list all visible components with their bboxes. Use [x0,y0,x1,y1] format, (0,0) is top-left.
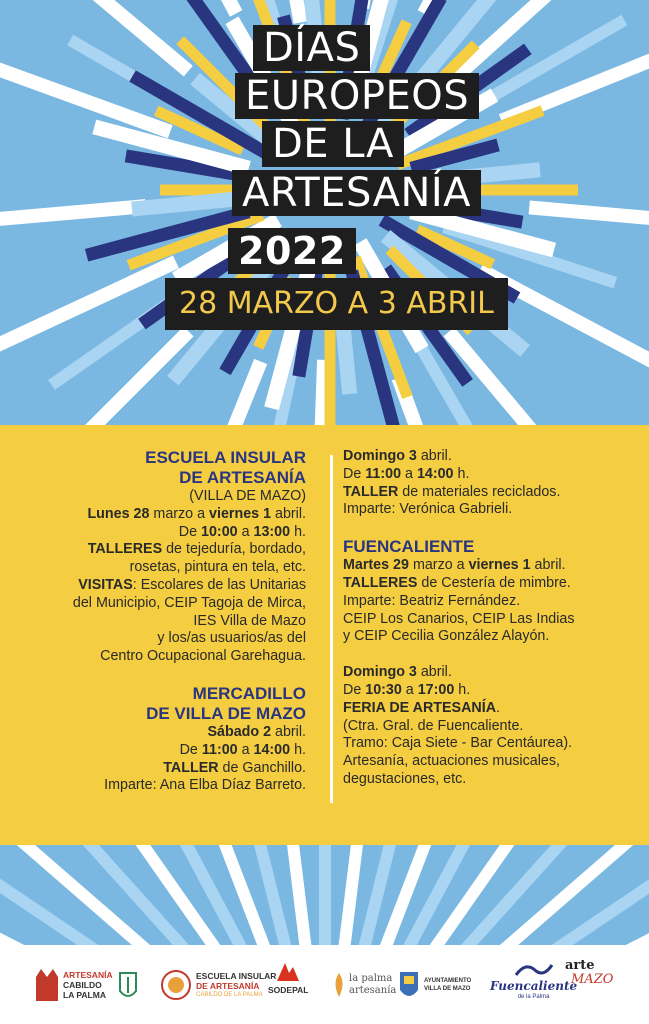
fuen-schools-1: CEIP Los Canarios, CEIP Las Indias [343,610,575,627]
wave-icon [514,959,554,979]
escuela-heading: ESCUELA INSULAR DE ARTESANÍA [145,448,306,487]
fuen-schools-2: y CEIP Cecilia González Alayón. [343,628,550,645]
title-line-1: DÍAS [253,25,370,71]
mercadillo-hours: De 11:00 a 14:00 h. [179,741,306,758]
logo-artesania-cabildo: ARTESANÍA CABILDO LA PALMA [34,959,139,1011]
escuela-dates: Lunes 28 marzo a viernes 1 abril. [87,505,306,522]
title-line-4: ARTESANÍA [232,170,481,216]
mercadillo-imparte: Imparte: Ana Elba Díaz Barreto. [104,777,306,794]
escuela-hours: De 10:00 a 13:00 h. [178,523,306,540]
title-year: 2022 [228,228,356,274]
dom2-tramo: Tramo: Caja Siete - Bar Centáurea). [343,735,573,752]
logo-fuencaliente: Fuencaliente de la Palma [490,959,577,1011]
burst-ray [132,199,235,209]
white-ray [310,360,324,425]
escuela-talleres: TALLERES de tejeduría, bordado, [87,541,306,558]
left-column [6,448,306,795]
logo-sodepal: SODEPAL [268,959,308,1011]
escuela-visitas-4: y los/as usuarios/as del [157,630,306,647]
dom2-date: Domingo 3 abril. [343,664,452,681]
logo-ayuntamiento-mazo: AYUNTAMIENTO VILLA DE MAZO [398,959,471,1011]
dom1-taller: TALLER de materiales reciclados. [343,483,561,500]
dom1-hours: De 11:00 a 14:00 h. [343,465,470,482]
leaf-icon [332,971,346,999]
column-divider [330,455,333,803]
footer-artwork [0,845,649,945]
fuen-talleres: TALLERES de Cestería de mimbre. [343,574,571,591]
dom2-activities-2: degustaciones, etc. [343,770,467,787]
dom2-hours: De 10:30 a 17:00 h. [343,681,471,698]
fuencaliente-heading: FUENCALIENTE [343,537,475,557]
logo-escuela-insular: ESCUELA INSULAR DE ARTESANÍA CABILDO DE LA PALMA [160,959,276,1011]
white-ray [0,206,146,239]
logo-arte-mazo: arte MAZO [565,958,614,987]
header-artwork [0,0,649,425]
white-ray [529,207,649,238]
white-ray [67,0,236,13]
circle-ea-icon [160,969,192,1001]
escuela-talleres-cont: rosetas, pintura en tela, etc. [129,559,306,576]
dom2-feria: FERIA DE ARTESANÍA. [343,699,501,716]
program-section [0,425,649,845]
dom2-activities: Artesanía, actuaciones musicales, [343,753,560,770]
white-ray [0,0,170,132]
dom2-location: (Ctra. Gral. de Fuencaliente. [343,717,524,734]
dom1-date: Domingo 3 abril. [343,448,452,464]
white-ray [0,331,189,425]
title-line-3: DE LA [262,121,404,167]
white-ray [424,0,593,13]
escuela-visitas-5: Centro Ocupacional Garehagua. [100,648,306,665]
crown-icon [34,967,60,1003]
escuela-visitas: VISITAS: Escolares de las Unitarias [78,576,306,593]
fuen-dates: Martes 29 marzo a viernes 1 abril. [343,557,566,574]
mercadillo-date: Sábado 2 abril. [207,723,306,740]
escuela-place: (VILLA DE MAZO) [189,488,306,504]
mercadillo-taller: TALLER de Ganchillo. [163,759,306,776]
right-column [343,448,643,789]
white-ray [0,262,176,425]
rays-illustration [0,845,649,945]
sponsor-logos [0,945,649,1024]
title-line-2: EUROPEOS [235,73,479,119]
mercadillo-heading: MERCADILLO DE VILLA DE MAZO [146,683,306,723]
escuela-visitas-3: IES Villa de Mazo [193,612,306,629]
coat-of-arms-icon [398,968,420,1002]
dom1-imparte: Imparte: Verónica Gabrieli. [343,501,513,518]
logo-la-palma-artesania: la palma artesanía [332,959,396,1011]
fuen-imparte: Imparte: Beatriz Fernández. [343,592,521,609]
escuela-visitas-2: del Municipio, CEIP Tagoja de Mirca, [72,594,306,611]
event-dates: 28 MARZO A 3 ABRIL [165,278,508,330]
palm-shield-icon [117,965,139,1005]
sodepal-mark-icon [273,959,303,985]
